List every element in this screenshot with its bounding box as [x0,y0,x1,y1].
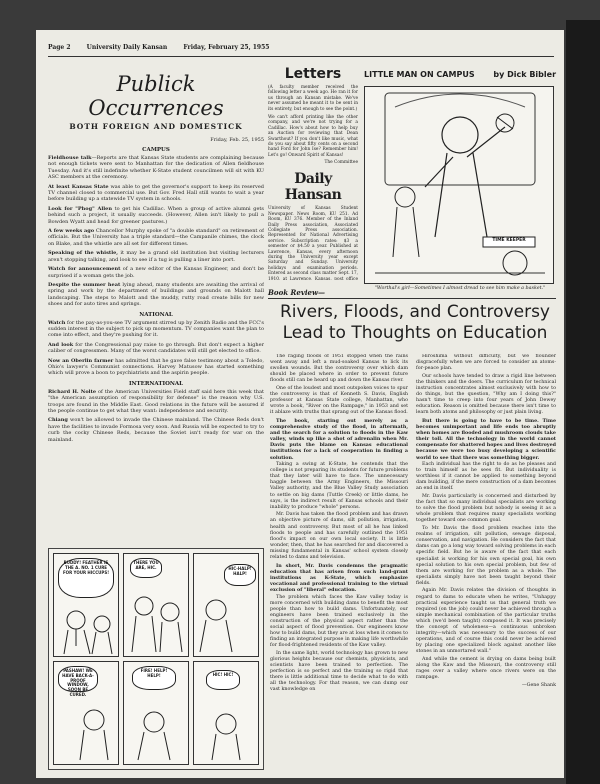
news-item-lead: Fieldhouse talk [48,155,92,161]
cartoon-scene-drawing [365,87,555,285]
paper-name: University Daily Kansan [86,44,168,51]
news-item-text: it may be a grand old institution but visiting lecturers aren't stopping talking, and look to see if a tug is pulling a liner into port. [48,250,264,263]
book-review-paragraphs [416,354,556,681]
comic-figure-drawing [124,662,189,765]
comic-panel-3 [193,553,259,657]
book-review-rule [268,298,556,299]
news-item-lead: Despite the summer heat [48,281,121,288]
review-paragraph: Again Mr. Davis relates the division of thoughts in regard to dams to educate when he writes, "Unhappy practical experience taught us that general truth we required (on the job) could never be achieved through a simple mechanical combination of the particular truths which (we'd been taught) composed it. It was precisely the concept of wholeness—a continuous unbroken integrity—which was necessary to the success of our operations, and of course this could never be achieved by placing one specialized block against another like stones in an unmortared wall." [416,588,556,655]
review-paragraph: Mr. Davis particularly is concerned and disturbed by the fact that so many individual specialists are working to solve the flood problem but nobody is seeing it as a whole problem that requires many specialists working together toward one common goal. [416,494,556,524]
review-paragraph: To Mr. Davis the flood problem reaches into the realms of irrigation, silt pollution, sewage disposal, conservation, and navigation. He considers the fact that dams can go a long way toward solving problems in each specific field. But he is aware of the fact that each specialist is working for his own special goal, his own special solution to his own special problem, but few of them are working for the problem as a whole. The specialists simply have not been taught beyond their fields. [416,526,556,586]
letters-intro: (A faculty member received the following letter a week ago. He ran it for us through an Kansan mistake. We've never assumed he meant it to be sent in its entirety, but enough to see the point.) [268,85,358,112]
publick-dateline: Friday, Feb. 25, 1955 [210,137,264,143]
news-item-lead: A few weeks ago [48,228,95,235]
news-item-lead: Now an Oberlin farmer [48,357,114,364]
cartoon-header [364,70,557,84]
letters-body: We can't afford printing like the other company, and we're not trying for a Cadillac. How's about how to help buy an Auction for reviewing that Dean Swarthout? If you don't like music, what do you say about fifty cents on a second hand Ford for John Ise? Remember him! Let's go! Onward Spirit of Kansas! [268,115,358,158]
national-items [48,320,264,377]
speech-bubble: FIRE! HELP! HELP! [132,666,176,690]
kansan-info: University of Kansas Student Newspaper. News Room, KU 251. Ad Room, KU 376. Member of the Inland Daily Press association, Associated Collegiate Press association. Represented for National Advertising service. Subscription rates: $3 a semester or $4.50 a year. Published at Lawrence, Kansas, every afternoon during the University year except Saturday and Sunday. University holidays and examination periods. Entered as second class matter Sept. 17, 1910, at Lawrence, Kansas, post office [268,206,358,280]
cartoon-drawing [364,86,554,284]
news-item-text: to get his Cadillac. When a group of active alumni gets behind such a project, it usually succeeds. (However, Allen isn't likely to pull a Bowden Wyatt and head for greener pastures.) [48,205,264,225]
review-paragraph: The problem which faces the Kaw valley today is more concerned with building dams to benefit the most people than how to build dams. Unfortunately, our engineers have been trained exclusively in the construction of the physical aspect rather than the social aspect of flood prevention. Our engineers know how to build dams, but they are at loss when it comes to finding an integrated purpose in making life worthwhile for flood-frightened residents of the Kaw valley. [270,594,408,649]
timekeeper-sign: TIME KEEPER [492,238,526,243]
kansan-logo: Daily Hansan [284,171,342,204]
news-item [48,266,264,279]
news-item-text: for the pay-as-you-see TV argument stirred up by Zenith Radio and the FCC's sudden interest in the subject to pick up momentum. TV companies want the plan to come into effect, and they're pushing for it. [48,319,264,339]
news-item [48,417,264,443]
book-review-column-2 [416,354,556,770]
comic-figure-drawing [54,554,119,657]
comic-panel-4 [53,661,119,765]
news-item-text: lying ahead, many students are awaiting the arrival of spring and work by the department of buildings and grounds on Malott hall landscaping. The steps to Malott and the muddy, rutty road create bills for new shoes and for auto tires and springs. [48,281,264,308]
speech-bubble: HIC-HALP! HALP! [224,564,256,586]
letters-column [268,64,358,280]
news-item-text: has admitted that he gave false testimony about a Toledo, Ohio's lawyer's Communist connections. Harvey Matusow has started something which will prove a boon to psychiatrists and the aspirin people. [48,357,264,377]
cartoon-byline: by Dick Bibler [493,70,557,79]
masthead-rule [48,56,554,57]
news-item-text: for the Congressional pay raise to go through. But don't expect a higher caliber of congressmen. Many of the worst candidates will still get elected to office. [48,341,264,355]
news-item-lead: Speaking of the whistle, [48,250,119,257]
comic-panel-1 [53,553,119,657]
review-paragraph: One of the loudest and most outspoken voices to spur the controversy is that of Kenneth S. Davis, English professor at Kansas State college, Manhattan, who wrote a book, "River on the Rampage," in 1953 and set it ablaze with truths that sprang out of the Kansas flood. [270,385,408,416]
page-number: Page 2 [48,44,71,51]
comic-figure-drawing [54,662,119,765]
review-paragraph: Taking a swing at K-State, he contends that the college is not preparing its students for future problems that they later will have to face. The unnecessary haggle between the Army Engineers, the Missouri Valley authority, and the Blue Valley Study association to settle on big dams (Tuttle Creek) or little dams, he says, is the indirect result of Kansas schools and their inability to produce "whole" persons. [270,462,408,510]
book-review-byline: —Gene Shank [521,683,556,689]
review-paragraph: In short, Mr. Davis condemns the pragmatic education that has arisen from such land-grant institutions as K-State, which emphasize vocational and professional training to the virtual exclusion of "liberal" education. [270,562,408,593]
news-item [48,320,264,339]
comic-figure-drawing [194,554,259,657]
news-item-lead: Watch [48,319,66,326]
news-item-text: Chancellor Murphy spoke of "a double standard" on retirement of officials. But the University has a triple standard—the Campanile chimes, the clock on Blake, and the whistle are all set for different times. [48,228,264,247]
issue-date: Friday, February 25, 1955 [183,44,270,51]
cartoon-caption: "Worthal's girl—Sometimes I almost dread to see him make a basket." [374,286,546,291]
review-paragraph: The raging floods of 1951 stopped when the rains went away and left a mud-soaked Kansas to lick its swollen wounds. But the controversy over which dam should be placed where in order to prevent future floods still can be heard up and down the Kansas river. [270,354,408,384]
news-item [48,389,264,415]
newspaper-page [36,30,564,778]
review-paragraph: And while the cement is drying on dams being built along the Kaw and the Missouri, the controversy still rages over a valley where once rivers were on the rampage. [416,657,556,681]
news-item [48,358,264,377]
international-items [48,389,264,443]
book-review-label: Book Review— [268,288,326,297]
news-item-lead: Chiang [48,417,68,424]
campus-items [48,155,264,308]
news-item-text: was able to get the governor's support to keep its reserved TV channel closed to commercial use. But Gov. Fred Hall still wants to wait a year before building up a statewide TV system in schools. [48,183,264,203]
comic-panel-6 [193,661,259,765]
speech-bubble: THERE YOU ARE, HIC. [130,558,162,578]
book-review-headline: Rivers, Floods, and Controversy Lead to Thoughts on Education [279,302,550,343]
news-item-text: of a new editor of the Kansas Engineer, and don't be surprised if a woman gets the job. [48,266,264,279]
news-item [48,282,264,308]
news-item [48,250,264,263]
news-item-text: won't be allowed to invade the Chinese mainland. The Chinese Reds don't have the facilities to invade Formosa very soon. And Russia will be expected to try to curb the cocky Chinese Reds, because the Soviet isn't ready for war on the mainland. [48,417,264,443]
adjacent-page-edge [566,20,600,784]
news-item [48,228,264,247]
speech-bubble: HIC! HIC! [206,670,240,690]
news-item [48,206,264,225]
review-paragraph: Our schools have tended to draw a rigid line between the thinkers and the doers. The curriculum for technical instruction concentrates almost exclusively with how to do things, but the question, "Why am I doing this?" hasn't time to creep into four years of John Dewey education. Reason is omitted because there isn't time to learn both atoms and philosophy or just plain living. [416,373,556,416]
news-item-lead: Richard H. Nolte [48,388,97,395]
campus-heading: CAMPUS [142,147,170,153]
publick-occurrences-column [48,64,264,544]
review-paragraph: But there is going to have to be time. Time becomes unimportant and life ends too abruptly when homes are flooded and mushroom clouds take their toll. All the technology in the world cannot compensate for shattered hopes and lives destroyed because we were too busy developing a scientific world to see that there was something bigger. [416,417,556,461]
publick-title: Publick Occurrences [88,72,224,120]
letters-heading: Letters [284,66,342,82]
comic-figure-drawing [124,554,189,657]
news-item [48,155,264,181]
news-item-text: of the American Universities Field staff said here this week that "the American assumption of responsibility for defense" is the reason why U.S. troops are found in the Middle East. Good relations in the future will be assured if the people continue to get what they want: independence and security. [48,388,264,414]
publick-subtitle: BOTH FOREIGN AND DOMESTICK [69,122,243,131]
news-item-lead: At least Kansas State [48,183,109,190]
news-item-lead: Watch for announcement [48,266,121,273]
speech-bubble: BUDDY! FEATHER IS THE A. NO. 1 CURE FOR YOUR HICCUPS! [58,558,114,598]
comic-figure-drawing [194,662,259,765]
review-paragraph: The book, starting out merely as a comprehensive study of the flood, in aftermath, and the search for a solution to floods in the Kaw valley, winds up like a shot of adrenalin when Mr. Davis puts the blame on Kansas educational institutions for a lack of cooperation in finding a solution. [270,417,408,461]
cartoon-title: LITTLE MAN ON CAMPUS [364,70,475,79]
news-item-text: —Reports are that Kansas State students are complaining because not enough tickets were sent to Manhattan for the dedication of Allen fieldhouse Tuesday. And it's still indefinite whether K-State student councilmen will sit with KU ASC members at the ceremony. [48,155,264,181]
review-paragraph: Each individual has the right to do as he pleases and to train himself as he sees fit. But individuality is worthless if it cannot be applied to something beyond dam building, if the mere construction of a dam becomes an end in itself. [416,462,556,492]
news-item-lead: And look [48,341,74,348]
international-heading: INTERNATIONAL [128,380,184,387]
review-paragraph: In the same light, world technology has grown to new glorious heights because our chemists, physicists, and scientists have been trained to perfection. The perfection is so perfect and the training so rigid that there is little additional time to decide what to do with all the technology. For that reason, we can dump our vast knowledge on [270,650,408,693]
comic-strip [48,548,264,770]
news-item [48,342,264,355]
national-heading: NATIONAL [139,311,173,318]
review-paragraph: Hiroshima without difficulty, but we flounder disgracefully when we are forced to consider an atoms-for-peace plan. [416,354,556,372]
news-item-lead: Look for "Phog" Allen [48,205,112,212]
comic-panel-5 [123,661,189,765]
book-review-column-1 [270,354,408,770]
letters-signature: The Committee [324,160,358,166]
news-item [48,184,264,203]
review-paragraph: Mr. Davis has taken the flood problem and has drawn an objective picture of dams, silt pollution, irrigation, health and controversy. But most of all he has linked floods to people and has carefully outlined the 1951 flood's impact on our own local society. It is little wonder, then, that he has searched for and discovered a missing fundamental in Kansas' school system closely related to dams and television. [270,512,408,560]
comic-panel-2 [123,553,189,657]
speech-bubble: PASHAW! WE HAVE BACK-A-PROOF WINDOW, SOON BE CURED. [58,666,98,692]
